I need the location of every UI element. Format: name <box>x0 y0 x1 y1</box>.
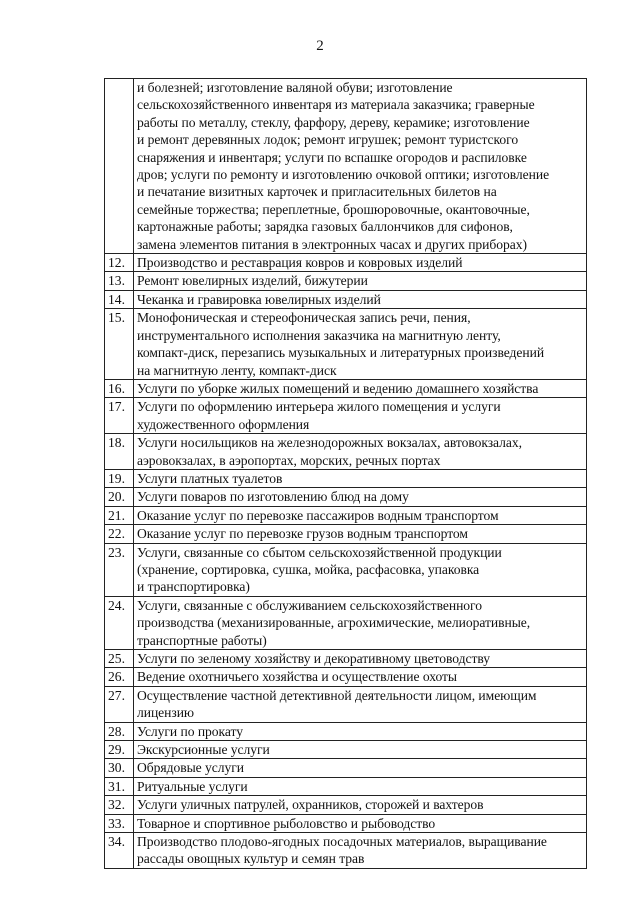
table-row <box>105 469 587 487</box>
row-number: 25. <box>105 650 134 668</box>
table-row <box>105 506 587 524</box>
service-description: Услуги платных туалетов <box>134 469 587 487</box>
service-description: Экскурсионные услуги <box>134 741 587 759</box>
table-row <box>105 686 587 722</box>
service-description: Производство плодово-ягодных посадочных материалов, выращивание рассады овощных культур и семян трав <box>134 833 587 869</box>
row-number: 27. <box>105 686 134 722</box>
row-number: 21. <box>105 506 134 524</box>
table-row <box>105 777 587 795</box>
service-description: Чеканка и гравировка ювелирных изделий <box>134 290 587 308</box>
service-description: Производство и реставрация ковров и ковровых изделий <box>134 254 587 272</box>
service-description: Ритуальные услуги <box>134 777 587 795</box>
table-row <box>105 814 587 832</box>
service-description: Услуги носильщиков на железнодорожных вокзалах, автовокзалах, аэровокзалах, в аэропортах, морских, речных портах <box>134 434 587 470</box>
table-row <box>105 290 587 308</box>
table-row <box>105 722 587 740</box>
row-number: 13. <box>105 272 134 290</box>
row-number: 24. <box>105 596 134 649</box>
row-number: 32. <box>105 796 134 814</box>
service-description: Услуги, связанные со сбытом сельскохозяйственной продукции (хранение, сортировка, сушка, мойка, расфасовка, упаковка и транспортировка) <box>134 543 587 596</box>
table-row <box>105 796 587 814</box>
table-row <box>105 272 587 290</box>
service-description: Услуги по уборке жилых помещений и ведению домашнего хозяйства <box>134 379 587 397</box>
service-description: Услуги, связанные с обслуживанием сельскохозяйственного производства (механизированные, агрохимические, мелиоративные, транспортные работы) <box>134 596 587 649</box>
table-row <box>105 434 587 470</box>
table-row <box>105 759 587 777</box>
row-number: 15. <box>105 309 134 380</box>
service-description: Оказание услуг по перевозке пассажиров водным транспортом <box>134 506 587 524</box>
row-number: 31. <box>105 777 134 795</box>
row-number: 33. <box>105 814 134 832</box>
table-row <box>105 254 587 272</box>
table-row <box>105 525 587 543</box>
page-number: 2 <box>316 38 324 54</box>
row-number: 12. <box>105 254 134 272</box>
table-row <box>105 309 587 380</box>
row-number: 14. <box>105 290 134 308</box>
service-description: Ведение охотничьего хозяйства и осуществление охоты <box>134 668 587 686</box>
table-row <box>105 650 587 668</box>
row-number: 20. <box>105 488 134 506</box>
service-description: Товарное и спортивное рыболовство и рыбоводство <box>134 814 587 832</box>
row-number: 28. <box>105 722 134 740</box>
row-number: 18. <box>105 434 134 470</box>
row-number: 29. <box>105 741 134 759</box>
table-row <box>105 543 587 596</box>
row-number: 26. <box>105 668 134 686</box>
service-description: Обрядовые услуги <box>134 759 587 777</box>
table-row <box>105 833 587 869</box>
service-description: Услуги по оформлению интерьера жилого помещения и услуги художественного оформления <box>134 398 587 434</box>
row-number: 16. <box>105 379 134 397</box>
service-description: Ремонт ювелирных изделий, бижутерии <box>134 272 587 290</box>
table-row <box>105 488 587 506</box>
table-row <box>105 398 587 434</box>
service-description: Услуги поваров по изготовлению блюд на дому <box>134 488 587 506</box>
row-number: 17. <box>105 398 134 434</box>
service-description: Услуги по зеленому хозяйству и декоративному цветоводству <box>134 650 587 668</box>
services-table <box>104 78 587 869</box>
row-number: 19. <box>105 469 134 487</box>
table-row <box>105 741 587 759</box>
service-description: Монофоническая и стереофоническая запись речи, пения, инструментального исполнения заказчика на магнитную ленту, компакт-диск, перезапись музыкальных и литературных произведений на магнитную ленту, компакт-диск <box>134 309 587 380</box>
service-description: Оказание услуг по перевозке грузов водным транспортом <box>134 525 587 543</box>
table-row <box>105 379 587 397</box>
service-description: Услуги по прокату <box>134 722 587 740</box>
table-row <box>105 668 587 686</box>
table-row <box>105 79 587 254</box>
service-description: и болезней; изготовление валяной обуви; изготовление сельскохозяйственного инвентаря из материала заказчика; граверные работы по металлу, стеклу, фарфору, дереву, керамике; изготовление и ремонт деревянных лодок; ремонт игрушек; ремонт туристского снаряжения и инвентаря; услуги по вспашке огородов и распиловке дров; услуги по ремонту и изготовлению очковой оптики; изготовление и печатание визитных карточек и пригласительных билетов на семейные торжества; переплетные, брошюровочные, окантовочные, картонажные работы; зарядка газовых баллончиков для сифонов, замена элементов питания в электронных часах и других приборах) <box>134 79 587 254</box>
row-number: 30. <box>105 759 134 777</box>
row-number: 34. <box>105 833 134 869</box>
row-number: 22. <box>105 525 134 543</box>
table-row <box>105 596 587 649</box>
service-description: Услуги уличных патрулей, охранников, сторожей и вахтеров <box>134 796 587 814</box>
row-number: 23. <box>105 543 134 596</box>
service-description: Осуществление частной детективной деятельности лицом, имеющим лицензию <box>134 686 587 722</box>
row-number <box>105 79 134 254</box>
